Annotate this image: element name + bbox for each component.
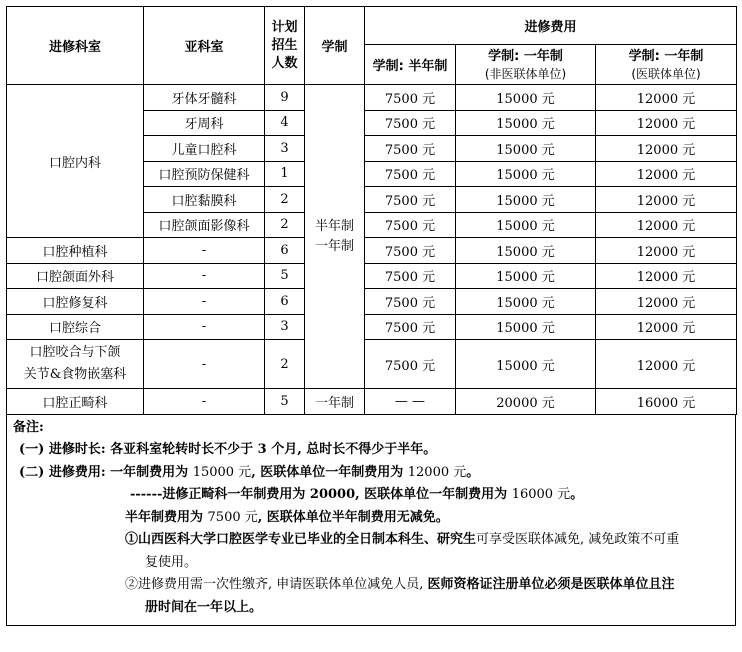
note-exemption-2: ②进修费用需一次性缴齐, 申请医联体单位减免人员, 医师资格证注册单位必须是医联体单位且注 <box>125 577 675 592</box>
dept-cell: 口腔综合 <box>7 314 144 340</box>
num-cell: 2 <box>265 340 305 389</box>
fee-year-lian-cell: 12000 元 <box>596 136 737 162</box>
sub-cell: 口腔颌面影像科 <box>144 212 265 238</box>
fee-year-non-cell: 15000 元 <box>456 161 596 187</box>
fee-year-lian-cell: 12000 元 <box>596 238 737 264</box>
num-cell: 4 <box>265 110 305 136</box>
header-half: 学制: 半年制 <box>365 45 456 85</box>
fee-year-non-cell: 15000 元 <box>456 314 596 340</box>
note-exemption-1-cont: 复使用。 <box>145 554 198 570</box>
notes-section <box>6 415 736 627</box>
dept-cell: 口腔颌面外科 <box>7 263 144 289</box>
fee-half-cell: 7500 元 <box>365 161 456 187</box>
num-cell: 6 <box>265 289 305 315</box>
header-sub: 亚科室 <box>144 7 265 85</box>
num-cell: 9 <box>265 85 305 111</box>
fee-year-non-cell: 15000 元 <box>456 340 596 389</box>
dept-cell: 口腔修复科 <box>7 289 144 315</box>
sub-cell: - <box>144 238 265 264</box>
fee-year-non-cell: 15000 元 <box>456 263 596 289</box>
fee-half-cell: 7500 元 <box>365 212 456 238</box>
sub-cell: 牙体牙髓科 <box>144 85 265 111</box>
table-row <box>7 289 737 315</box>
sub-cell: 口腔黏膜科 <box>144 187 265 213</box>
fee-half-cell: 7500 元 <box>365 314 456 340</box>
fee-year-non-cell: 15000 元 <box>456 289 596 315</box>
sub-cell: - <box>144 314 265 340</box>
num-cell: 3 <box>265 136 305 162</box>
fee-half-cell: 7500 元 <box>365 85 456 111</box>
fee-year-lian-cell: 12000 元 <box>596 161 737 187</box>
fee-half-cell: 7500 元 <box>365 238 456 264</box>
sub-cell: 牙周科 <box>144 110 265 136</box>
num-cell: 2 <box>265 212 305 238</box>
fee-year-lian-cell: 12000 元 <box>596 110 737 136</box>
note-half-year-fee: 半年制费用为 7500 元, 医联体单位半年制费用无减免。 <box>125 509 449 525</box>
header-year-non: 学制: 一年制 (非医联体单位) <box>456 45 596 85</box>
num-cell: 5 <box>265 389 305 415</box>
sub-cell: - <box>144 389 265 415</box>
fee-year-non-cell: 15000 元 <box>456 238 596 264</box>
fee-half-cell: 7500 元 <box>365 340 456 389</box>
header-row-1 <box>7 7 737 45</box>
fee-table <box>6 6 737 415</box>
header-year-lian: 学制: 一年制 (医联体单位) <box>596 45 737 85</box>
note-fee: (二) 进修费用: 一年制费用为 15000 元, 医联体单位一年制费用为 12000 元。 <box>19 464 480 480</box>
fee-year-lian-cell: 12000 元 <box>596 85 737 111</box>
sub-cell: 口腔预防保健科 <box>144 161 265 187</box>
fee-year-lian-cell: 12000 元 <box>596 340 737 389</box>
sub-cell: - <box>144 263 265 289</box>
table-row <box>7 85 737 111</box>
table-row <box>7 389 737 415</box>
num-cell: 1 <box>265 161 305 187</box>
fee-year-lian-cell: 12000 元 <box>596 289 737 315</box>
note-ortho-fee: ------进修正畸科一年制费用为 20000, 医联体单位一年制费用为 16000 元。 <box>130 487 584 502</box>
table-row <box>7 238 737 264</box>
fee-year-non-cell: 15000 元 <box>456 187 596 213</box>
num-cell: 3 <box>265 314 305 340</box>
notes-title: 备注: <box>13 419 44 435</box>
fee-year-lian-cell: 12000 元 <box>596 263 737 289</box>
header-dept: 进修科室 <box>7 7 144 85</box>
note-exemption-2-cont: 册时间在一年以上。 <box>145 599 263 615</box>
fee-year-non-cell: 15000 元 <box>456 85 596 111</box>
admission-fee-document <box>6 6 736 626</box>
sub-cell: 儿童口腔科 <box>144 136 265 162</box>
fee-year-non-cell: 15000 元 <box>456 136 596 162</box>
fee-half-cell: — — <box>365 389 456 415</box>
fee-year-lian-cell: 12000 元 <box>596 187 737 213</box>
sub-cell: - <box>144 289 265 315</box>
table-row <box>7 340 737 389</box>
fee-half-cell: 7500 元 <box>365 289 456 315</box>
dept-cell: 口腔正畸科 <box>7 389 144 415</box>
fee-half-cell: 7500 元 <box>365 136 456 162</box>
sub-cell: - <box>144 340 265 389</box>
fee-half-cell: 7500 元 <box>365 263 456 289</box>
fee-half-cell: 7500 元 <box>365 187 456 213</box>
fee-year-lian-cell: 12000 元 <box>596 212 737 238</box>
fee-half-cell: 7500 元 <box>365 110 456 136</box>
system-cell: 半年制 一年制 <box>305 85 365 389</box>
fee-year-non-cell: 15000 元 <box>456 212 596 238</box>
fee-year-non-cell: 15000 元 <box>456 110 596 136</box>
header-fee: 进修费用 <box>365 7 737 45</box>
header-system: 学制 <box>305 7 365 85</box>
dept-cell: 口腔种植科 <box>7 238 144 264</box>
num-cell: 5 <box>265 263 305 289</box>
fee-year-lian-cell: 12000 元 <box>596 314 737 340</box>
fee-year-non-cell: 20000 元 <box>456 389 596 415</box>
note-duration: (一) 进修时长: 各亚科室轮转时长不少于 3 个月, 总时长不得少于半年。 <box>19 442 437 457</box>
header-plan: 计划 招生 人数 <box>265 7 305 85</box>
fee-year-lian-cell: 16000 元 <box>596 389 737 415</box>
dept-cell: 口腔咬合与下颌 关节&食物嵌塞科 <box>7 340 144 389</box>
system-cell: 一年制 <box>305 389 365 415</box>
note-exemption-1: ①山西医科大学口腔医学专业已毕业的全日制本科生、研究生可享受医联体减免, 减免政策不可重 <box>125 532 680 547</box>
dept-cell: 口腔内科 <box>7 85 144 238</box>
num-cell: 6 <box>265 238 305 264</box>
table-row <box>7 263 737 289</box>
table-row <box>7 314 737 340</box>
num-cell: 2 <box>265 187 305 213</box>
